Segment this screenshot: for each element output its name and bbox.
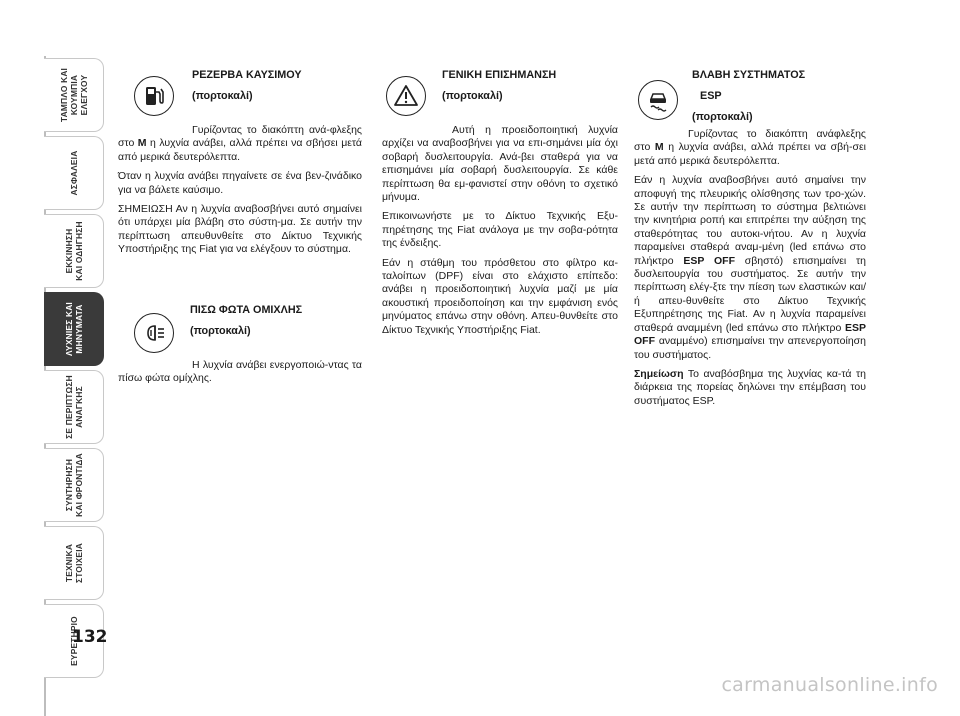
fuel-note: ΣΗΜΕΙΩΣΗ Αν η λυχνία αναβοσβήνει αυτό σημαίνει ότι υπάρχει μία βλάβη στο σύστη-μα. Σε αυτήν την περίπτωση απευθυνθείτε στο Δίκτυο Τεχνικής Υποστήριξης της Fiat για να ελέγξουν το σύστημα.: [118, 203, 362, 256]
text: Εάν η λυχνία αναβοσβήνει αυτό σημαίνει την αποφυγή της πλευρικής ολίσθησης των τρο-χών. Σε αυτήν την περίπτωση το σύστημα βελτιώνει την κινητήρια ροπή και επιτρέπει την αύξηση της σταθερότητας του αυτοκι-νήτου. Αν η λυχνία παραμείνει σταθερά αναμ-μένη (led επάνω στο πλήκτρο: [634, 174, 866, 267]
watermark: carmanualsonline.info: [721, 674, 938, 696]
fuel-reserve-header: [118, 68, 362, 122]
tab-label: ΣΕ ΠΕΡΙΠΤΩΣΗ ΑΝΑΓΚΗΣ: [63, 375, 84, 439]
text: αναμμένο) επισημαίνει την απενεργοποίηση του συστήματος.: [634, 335, 866, 361]
tab-label: ΤΑΜΠΛΟ ΚΑΙ ΚΟΥΜΠΙΑ ΕΛΕΓΧΟΥ: [58, 67, 89, 123]
esp-failure-subtitle: (πορτοκαλί): [692, 111, 753, 123]
rear-fog-subtitle: (πορτοκαλί): [190, 324, 251, 337]
rear-fog-header: [118, 303, 362, 357]
page-number: 132: [72, 627, 108, 647]
tab-dashboard-controls[interactable]: [44, 58, 104, 132]
text: Γυρίζοντας το διακόπτη ανάφλεξης στο: [634, 128, 866, 154]
fuel-reserve-subtitle: (πορτοκαλί): [192, 90, 253, 102]
general-warning-header: [382, 68, 618, 122]
text: η λυχνία ανάβει, αλλά πρέπει να σβήσει μετά από μερικά δευτερόλεπτα.: [118, 137, 362, 163]
esp-paragraph-1: [634, 128, 866, 168]
column-2: [382, 68, 618, 343]
general-warning-paragraph-3: Εάν η στάθμη του πρόσθετου στο φίλτρο κα-ταλοίπων (DPF) είναι στο ελάχιστο επίπεδο: ανάβει η προειδοποιητική λυχνία μαζί με μία ακουστική προειδοποίηση και την εμφάνιση ενός μηνύματος επάνω στην οθόνη. Απευ-θυνθείτε στο Δίκτυο Τεχνικής Υποστήριξης Fiat.: [382, 256, 618, 336]
tab-maintenance[interactable]: [44, 448, 104, 522]
tab-label: ΑΣΦΑΛΕΙΑ: [68, 150, 79, 196]
esp-failure-header: [634, 68, 866, 126]
general-warning-title: ΓΕΝΙΚΗ ΕΠΙΣΗΜΑΝΣΗ: [442, 69, 557, 81]
column-3: [634, 68, 866, 414]
esp-off-key: ESP OFF: [634, 321, 866, 348]
tab-starting-driving[interactable]: [44, 214, 104, 288]
tab-technical-data[interactable]: [44, 526, 104, 600]
general-warning-subtitle: (πορτοκαλί): [442, 90, 503, 102]
tab-warning-lights[interactable]: [44, 292, 104, 366]
fuel-paragraph-1: [118, 124, 362, 164]
esp-paragraph-2: [634, 174, 866, 362]
rear-fog-title: ΠΙΣΩ ΦΩΤΑ ΟΜΙΧΛΗΣ: [190, 303, 303, 316]
key-position: M: [654, 141, 664, 154]
fuel-paragraph-2: Όταν η λυχνία ανάβει πηγαίνετε σε ένα βεν-ζινάδικο για να βάλετε καύσιμο.: [118, 170, 362, 196]
esp-title-line-2: ESP: [700, 90, 722, 102]
note-label: Σημείωση: [634, 367, 684, 380]
rear-fog-light-icon: [134, 313, 174, 353]
tab-safety[interactable]: [44, 136, 104, 210]
column-1: [118, 68, 362, 391]
fuel-pump-icon: [134, 76, 174, 116]
text: η λυχνία ανάβει, αλλά πρέπει να σβή-σει μετά από μερικά δευτερόλεπτα.: [634, 141, 866, 167]
tab-label: ΣΥΝΤΗΡΗΣΗ ΚΑΙ ΦΡΟΝΤΙΔΑ: [63, 453, 84, 517]
esp-note: [634, 368, 866, 408]
general-warning-paragraph-1: Αυτή η προειδοποιητική λυχνία αρχίζει να αναβοσβήνει για να επι-σημάνει μία όχι σοβαρή δυσλειτουργία. Ανά-βει σταθερά για να επισημάνει μία σοβαρή δυσλειτουργία. Σε κάθε περίπτωση θα εμ-φανιστεί στην οθόνη το σχετικό μήνυμα.: [382, 124, 618, 204]
tab-label: ΕΚΚΙΝΗΣΗ ΚΑΙ ΟΔΗΓΗΣΗ: [63, 221, 84, 281]
fuel-reserve-title: ΡΕΖΕΡΒΑ ΚΑΥΣΙΜΟΥ: [192, 69, 302, 81]
text: σβηστό) επισημαίνει τη δυσλειτουργία του συστήματος. Σε αυτήν την περίπτωση ελέγ-ξτε την πίεση των ελαστικών και/ή απευ-θυνθείτε στο Δίκτυο Τεχνικής Εξυπηρέτησης της Fiat. Αν η λυχνία παραμείνει σταθερά αναμμένη (led επάνω στο πλήκτρο: [634, 254, 867, 334]
general-warning-paragraph-2: Επικοινωνήστε με το Δίκτυο Τεχνικής Εξυ-πηρέτησης της Fiat ανάλογα με την σοβα-ρότητα της ένδειξης.: [382, 210, 618, 250]
esp-failure-title: ΒΛΑΒΗ ΣΥΣΤΗΜΑΤΟΣ: [692, 69, 806, 81]
tab-label: ΕΥΡΕΤΗΡΙΟ: [68, 616, 79, 666]
text: Γυρίζοντας το διακόπτη ανά-φλεξης στο: [118, 124, 362, 150]
tab-label: ΛΥΧΝΙΕΣ ΚΑΙ ΜΗΝΥΜΑΤΑ: [63, 302, 84, 356]
tab-emergency[interactable]: [44, 370, 104, 444]
esp-skid-car-icon: [638, 80, 678, 120]
warning-triangle-icon: [386, 76, 426, 116]
esp-off-key: ESP OFF: [683, 254, 735, 267]
note-text: Το αναβόσβημα της λυχνίας κα-τά τη διάρκεια της πορείας δηλώνει την επέμβαση του συστήματος ESP.: [634, 367, 866, 407]
rear-fog-paragraph: Η λυχνία ανάβει ενεργοποιώ-ντας τα πίσω φώτα ομίχλης.: [118, 358, 362, 385]
tab-label: ΤΕΧΝΙΚΑ ΣΤΟΙΧΕΙΑ: [63, 543, 84, 583]
key-position: M: [137, 137, 147, 150]
